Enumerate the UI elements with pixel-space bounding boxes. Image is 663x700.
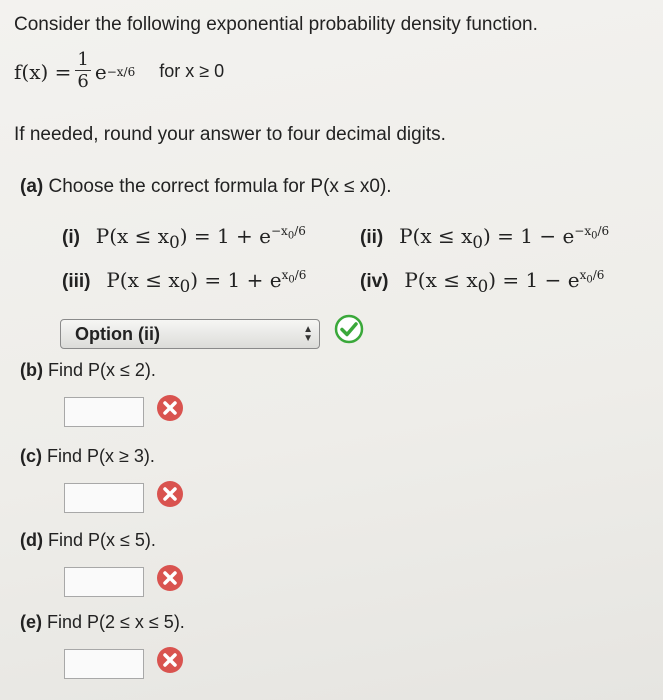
part-b-question xyxy=(20,360,156,381)
option-rhs: ) = 1 + e xyxy=(190,268,282,292)
option-expsub: 0 xyxy=(287,230,295,242)
option-id: (iii) xyxy=(62,271,91,292)
problem-intro: Consider the following exponential probability density function. xyxy=(14,14,538,35)
formula-select-dropdown[interactable] xyxy=(60,319,320,349)
option-exp: x xyxy=(579,268,587,283)
option-exptail: /6 xyxy=(597,224,610,239)
part-d-question xyxy=(20,530,156,551)
part-d-label: (d) xyxy=(20,530,43,550)
option-id: (iv) xyxy=(360,271,389,292)
dropdown-selected-value: Option (ii) xyxy=(75,323,160,344)
option-exptail: /6 xyxy=(294,268,307,283)
x-circle-icon xyxy=(157,395,183,421)
option-expsub: 0 xyxy=(586,274,593,286)
part-a-label: (a) xyxy=(20,176,44,197)
up-down-arrows-icon: ▲ ▼ xyxy=(303,324,313,344)
option-exptail: /6 xyxy=(294,224,306,239)
option-i xyxy=(62,224,306,252)
part-d-answer-input[interactable] xyxy=(64,567,144,597)
part-c-text: Find P(x ≥ 3). xyxy=(47,446,155,466)
option-expr: P(x ≤ x xyxy=(106,268,180,292)
part-c-answer-input[interactable] xyxy=(64,483,144,513)
option-id: (i) xyxy=(62,227,80,248)
formula-base: e xyxy=(94,59,107,84)
option-rhs: ) = 1 − e xyxy=(482,224,575,248)
option-expsub: 0 xyxy=(288,274,295,286)
option-rhs: ) = 1 + e xyxy=(179,224,271,248)
option-expr: P(x ≤ x xyxy=(404,268,478,292)
option-iv xyxy=(360,268,604,296)
part-d-text: Find P(x ≤ 5). xyxy=(48,530,156,550)
option-exp: −x xyxy=(574,224,592,239)
part-a-question xyxy=(20,176,392,198)
part-e-text: Find P(2 ≤ x ≤ 5). xyxy=(47,612,185,632)
formula-denominator: 6 xyxy=(77,71,89,92)
part-e-question xyxy=(20,612,185,633)
option-expr: P(x ≤ x xyxy=(399,224,473,248)
part-b-answer-input[interactable] xyxy=(64,397,144,427)
part-b-label: (b) xyxy=(20,360,43,380)
part-b-text: Find P(x ≤ 2). xyxy=(48,360,156,380)
rounding-note: If needed, round your answer to four decimal digits. xyxy=(14,124,446,145)
x-circle-icon xyxy=(157,647,183,673)
option-rhs: ) = 1 − e xyxy=(488,268,580,292)
option-exptail: /6 xyxy=(592,268,605,283)
part-a-text: Choose the correct formula for P(x ≤ x0). xyxy=(48,176,392,197)
formula-condition: for x ≥ 0 xyxy=(159,61,225,81)
option-expr: P(x ≤ x xyxy=(95,224,170,248)
option-expsub: 0 xyxy=(591,230,598,242)
option-ii xyxy=(360,224,609,252)
formula-lhs: f(x) = xyxy=(14,59,72,84)
formula-numerator: 1 xyxy=(77,49,89,70)
formula-exponent: −x/6 xyxy=(106,64,136,79)
part-c-question xyxy=(20,446,155,467)
option-exp: −x xyxy=(271,224,288,239)
x-circle-icon xyxy=(157,565,183,591)
option-sub: 0 xyxy=(472,233,483,252)
check-circle-icon xyxy=(334,314,364,349)
option-sub: 0 xyxy=(179,277,191,296)
formula-fraction xyxy=(75,50,90,93)
part-e-label: (e) xyxy=(20,612,42,632)
option-iii xyxy=(62,268,306,296)
option-id: (ii) xyxy=(360,227,384,248)
x-circle-icon xyxy=(157,481,183,507)
part-e-answer-input[interactable] xyxy=(64,649,144,679)
part-c-label: (c) xyxy=(20,446,42,466)
option-exp: x xyxy=(281,268,289,283)
option-sub: 0 xyxy=(477,277,489,296)
pdf-formula xyxy=(14,50,224,93)
option-sub: 0 xyxy=(169,233,180,252)
